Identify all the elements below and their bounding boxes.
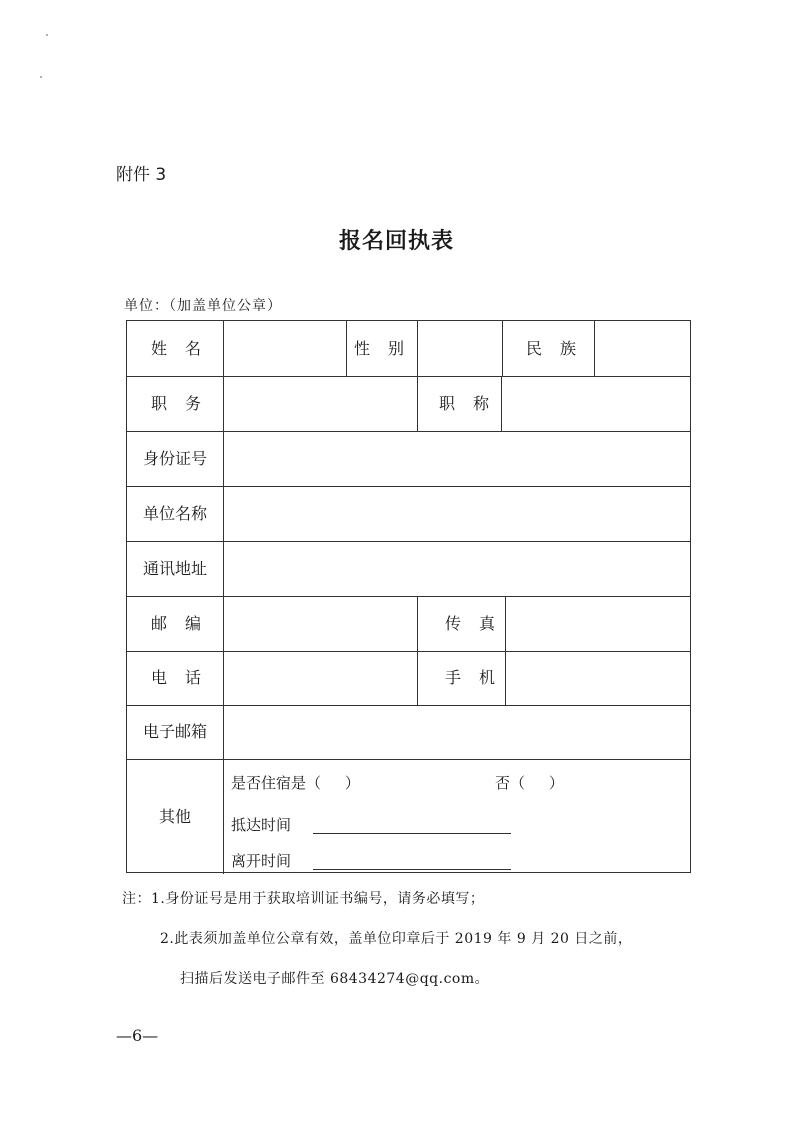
arrival-time-line xyxy=(313,833,511,834)
departure-time-line xyxy=(313,869,511,870)
col-divider xyxy=(502,321,503,376)
col-divider xyxy=(346,321,347,376)
lodging-no-text: 否（ ） xyxy=(495,774,564,792)
row-divider xyxy=(127,651,690,652)
row-divider xyxy=(127,486,690,487)
id-number-label: 身份证号 xyxy=(142,449,207,468)
email-label: 电子邮箱 xyxy=(142,722,207,741)
departure-time-label: 离开时间 xyxy=(231,852,292,870)
other-label: 其他 xyxy=(158,807,191,826)
fax-label: 传真 xyxy=(444,614,513,633)
unit-line: 单位：（加盖单位公章） xyxy=(124,298,282,314)
col-divider xyxy=(505,596,506,705)
page-title: 报名回执表 xyxy=(338,228,454,254)
phone-label: 电话 xyxy=(150,668,219,687)
scan-dot xyxy=(46,34,48,36)
attachment-label: 附件 3 xyxy=(116,165,167,185)
row-divider xyxy=(127,431,690,432)
ethnicity-label: 民族 xyxy=(525,339,594,358)
note-2: 2.此表须加盖单位公章有效，盖单位印章后于 2019 年 9 月 20 日之前， xyxy=(160,931,633,947)
row-divider xyxy=(127,759,690,760)
col-divider xyxy=(417,321,418,431)
postcode-label: 邮编 xyxy=(150,614,219,633)
mobile-label: 手机 xyxy=(444,668,513,687)
col-divider xyxy=(417,596,418,705)
name-label: 姓名 xyxy=(150,339,219,358)
arrival-time-label: 抵达时间 xyxy=(231,816,292,834)
scan-dot xyxy=(40,76,42,78)
row-divider xyxy=(127,596,690,597)
position-label: 职务 xyxy=(150,394,219,413)
gender-label: 性别 xyxy=(353,339,422,358)
title-label: 职称 xyxy=(438,394,507,413)
page-number: —6— xyxy=(116,1026,159,1045)
lodging-yes-text: 是否住宿是（ ） xyxy=(231,774,360,792)
note-2-continuation: 扫描后发送电子邮件至 68434274@qq.com。 xyxy=(180,971,490,987)
registration-form-table xyxy=(126,320,691,873)
note-1: 注：1.身份证号是用于获取培训证书编号，请务必填写； xyxy=(122,891,485,907)
org-name-label: 单位名称 xyxy=(142,504,207,523)
row-divider xyxy=(127,376,690,377)
row-divider xyxy=(127,541,690,542)
row-divider xyxy=(127,705,690,706)
address-label: 通讯地址 xyxy=(142,559,207,578)
